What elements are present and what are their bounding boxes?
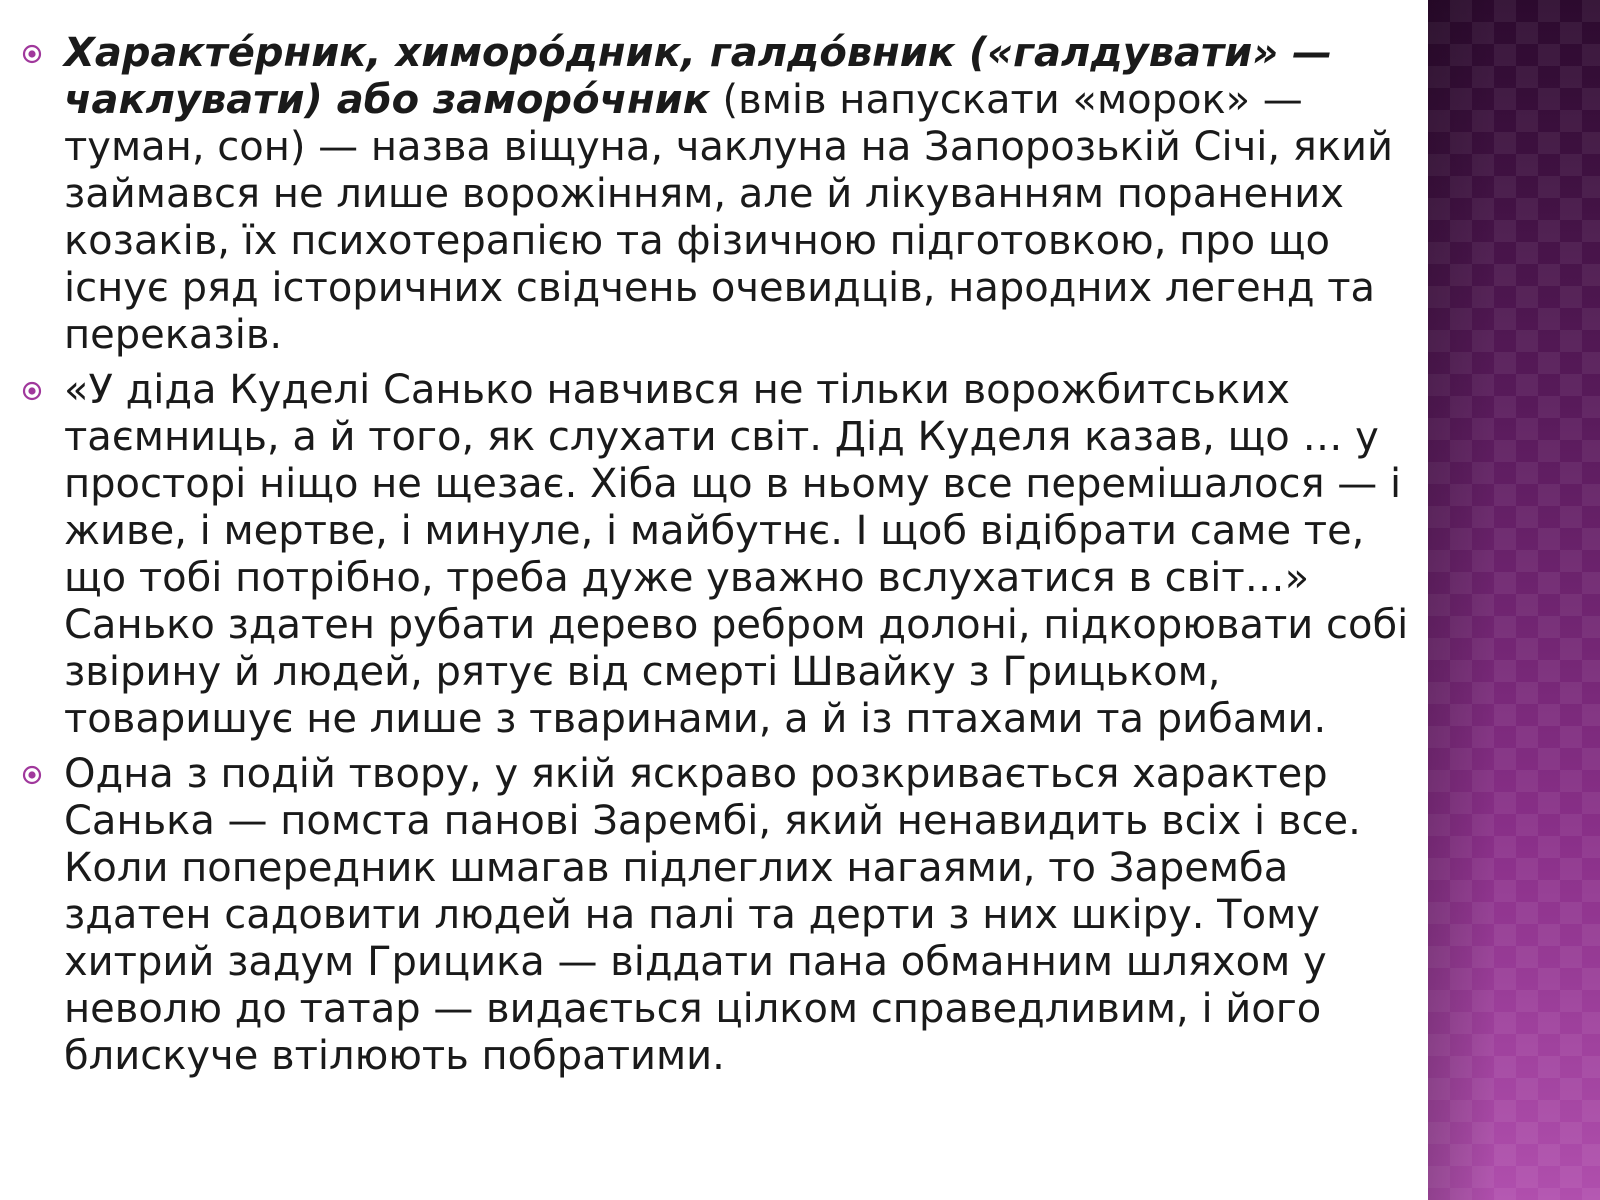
- bullet-item: [20, 30, 1420, 359]
- side-band-shade: [1428, 0, 1600, 1200]
- decorative-side-band: [1428, 0, 1600, 1200]
- circled-dot-icon: [22, 381, 42, 401]
- slide-content: [20, 30, 1420, 1088]
- bullet-text: «У діда Куделі Санько навчився не тільки ворожбитських таємниць, а й того, як слухати світ. Дід Куделя казав, що … у просторі ніщо не щезає. Хіба що в ньому все перемішалося — і живе, і мертве, і минуле, і майбутнє. І щоб відібрати саме те, що тобі потрібно, треба дуже уважно вслухатися в світ…» Санько здатен рубати дерево ребром долоні, підкорювати собі звірину й людей, рятує від смерті Швайку з Грицьком, товаришує не лише з тваринами, а й із птахами та рибами.: [64, 367, 1409, 742]
- bullet-text: Одна з подій твору, у якій яскраво розкривається характер Санька — помста панові Зарембі, який ненавидить всіх і все. Коли попередник шмагав підлеглих нагаями, то Заремба здатен садовити людей на палі та дерти з них шкіру. Тому хитрий задум Грицика — віддати пана обманним шляхом у неволю до татар — видається цілком справедливим, і його блискуче втілюють побратими.: [64, 751, 1361, 1079]
- bullet-item: [20, 367, 1420, 743]
- circled-dot-icon: [22, 765, 42, 785]
- bullet-item: [20, 751, 1420, 1080]
- circled-dot-icon: [22, 44, 42, 64]
- bullet-term: Характе́рник, химоро́дник, галдо́вник («галдувати» — чаклувати) або заморо́чник: [64, 30, 1333, 123]
- bullet-text: (вмів напускати «морок» — туман, сон) — назва віщуна, чаклуна на Запорозькій Січі, який займався не лише ворожінням, але й лікуванням поранених козаків, їх психотерапією та фізичною підготовкою, про що існує ряд історичних свідчень очевидців, народних легенд та переказів.: [64, 77, 1393, 358]
